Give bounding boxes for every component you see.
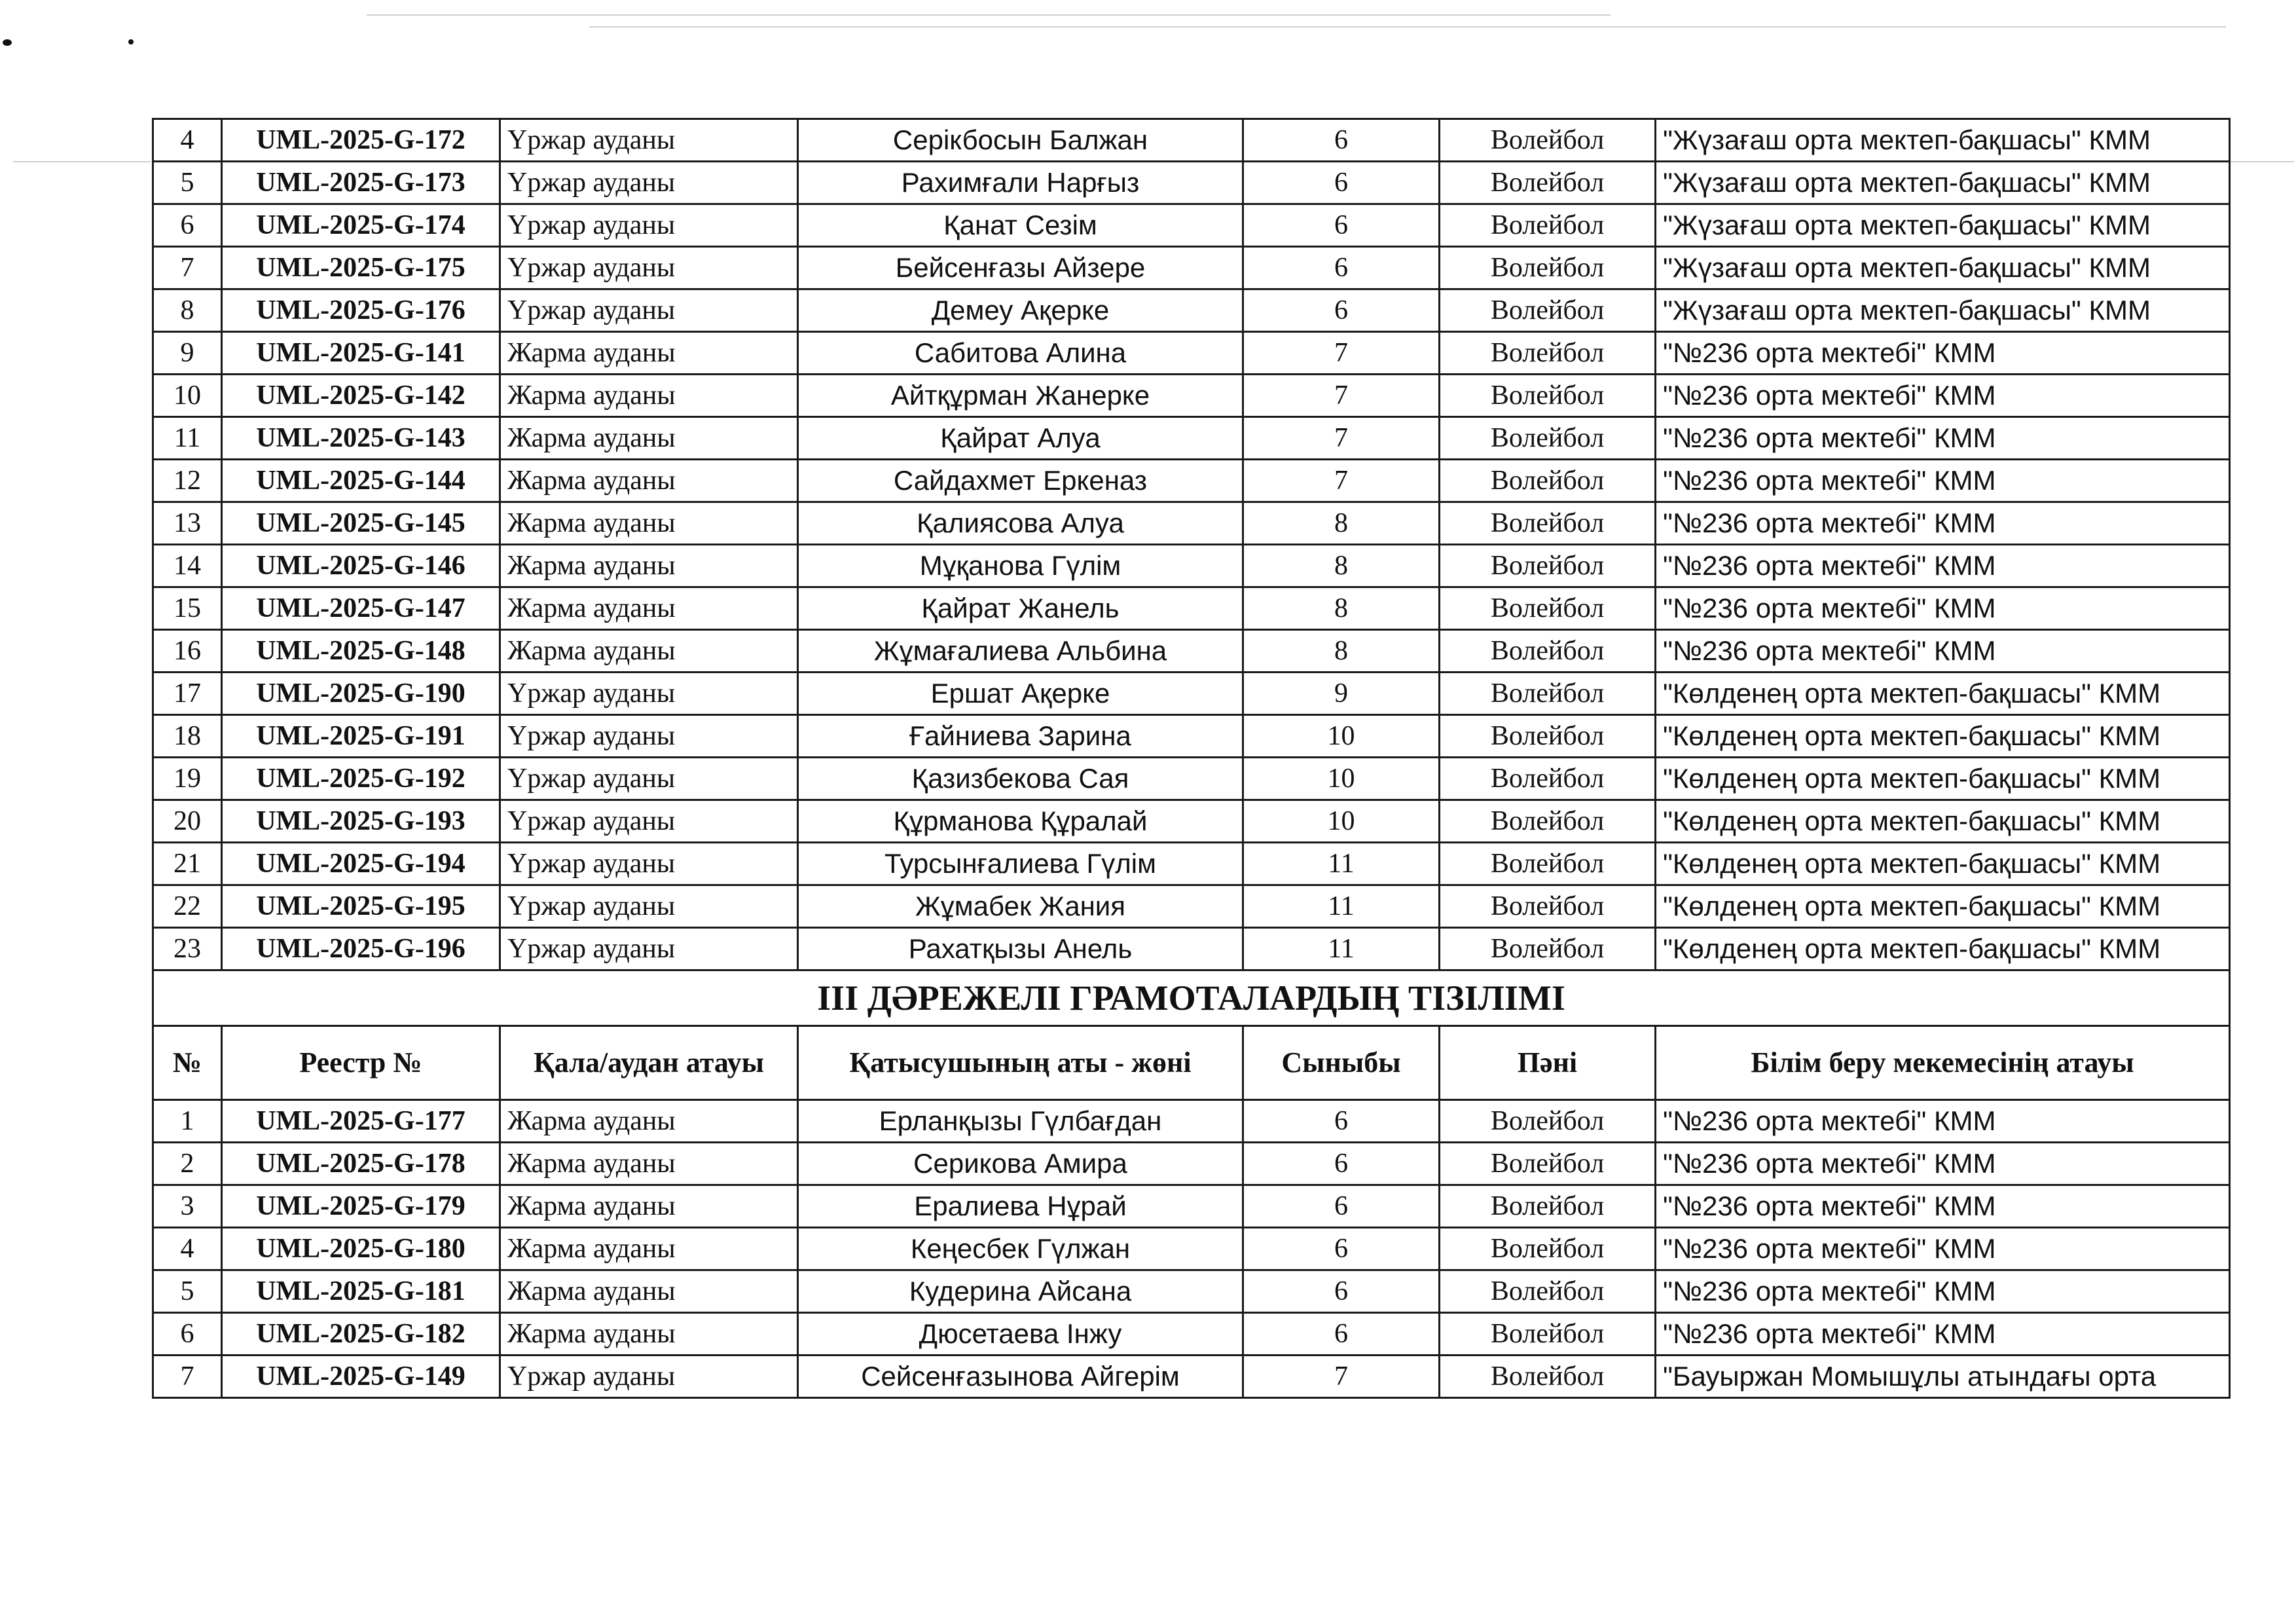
school-name-cell: "№236 орта мектебі" КММ: [1656, 1228, 2230, 1270]
row-number-cell: 12: [153, 460, 222, 502]
school-name-cell: "Көлденең орта мектеп-бақшасы" КММ: [1656, 715, 2230, 758]
table-row: [153, 885, 2230, 928]
table-row: [153, 247, 2230, 289]
grade-cell: 6: [1243, 1143, 1440, 1185]
registry-number-cell: UML-2025-G-196: [222, 928, 500, 970]
section-title: III ДӘРЕЖЕЛІ ГРАМОТАЛАРДЫҢ ТІЗІЛІМІ: [153, 970, 2230, 1026]
district-cell: Жарма ауданы: [500, 1313, 798, 1356]
row-number-cell: 19: [153, 758, 222, 800]
grade-cell: 8: [1243, 587, 1440, 630]
district-cell: Жарма ауданы: [500, 587, 798, 630]
school-name-cell: "Көлденең орта мектеп-бақшасы" КММ: [1656, 758, 2230, 800]
subject-cell: Волейбол: [1440, 885, 1656, 928]
participant-name-cell: Сайдахмет Еркеназ: [798, 460, 1243, 502]
subject-cell: Волейбол: [1440, 1270, 1656, 1313]
grade-cell: 7: [1243, 1356, 1440, 1398]
participant-name-cell: Рахатқызы Анель: [798, 928, 1243, 970]
district-cell: Жарма ауданы: [500, 375, 798, 417]
registry-number-cell: UML-2025-G-148: [222, 630, 500, 673]
table-row: [153, 630, 2230, 673]
participant-name-cell: Дюсетаева Інжу: [798, 1313, 1243, 1356]
table-row: [153, 1270, 2230, 1313]
school-name-cell: "Жүзағаш орта мектеп-бақшасы" КММ: [1656, 119, 2230, 162]
subject-cell: Волейбол: [1440, 630, 1656, 673]
grade-cell: 6: [1243, 162, 1440, 204]
district-cell: Жарма ауданы: [500, 1228, 798, 1270]
subject-cell: Волейбол: [1440, 843, 1656, 885]
subject-cell: Волейбол: [1440, 1185, 1656, 1228]
district-cell: Үржар ауданы: [500, 1356, 798, 1398]
school-name-cell: "№236 орта мектебі" КММ: [1656, 630, 2230, 673]
participant-name-cell: Демеу Ақерке: [798, 289, 1243, 332]
row-number-cell: 23: [153, 928, 222, 970]
school-name-cell: "Көлденең орта мектеп-бақшасы" КММ: [1656, 885, 2230, 928]
table-row: [153, 375, 2230, 417]
table-row: [153, 332, 2230, 375]
school-name-cell: "Жүзағаш орта мектеп-бақшасы" КММ: [1656, 204, 2230, 247]
school-name-cell: "№236 орта мектебі" КММ: [1656, 1313, 2230, 1356]
registry-number-cell: UML-2025-G-194: [222, 843, 500, 885]
participant-name-cell: Серікбосын Балжан: [798, 119, 1243, 162]
grade-cell: 6: [1243, 119, 1440, 162]
row-number-cell: 8: [153, 289, 222, 332]
row-number-cell: 7: [153, 1356, 222, 1398]
table-row: [153, 1185, 2230, 1228]
row-number-cell: 22: [153, 885, 222, 928]
registry-number-cell: UML-2025-G-180: [222, 1228, 500, 1270]
registry-number-cell: UML-2025-G-141: [222, 332, 500, 375]
school-name-cell: "№236 орта мектебі" КММ: [1656, 587, 2230, 630]
participant-name-cell: Құрманова Құралай: [798, 800, 1243, 843]
participant-name-cell: Қазизбекова Сая: [798, 758, 1243, 800]
participant-name-cell: Қанат Сезім: [798, 204, 1243, 247]
school-name-cell: "Жүзағаш орта мектеп-бақшасы" КММ: [1656, 162, 2230, 204]
participant-name-cell: Қайрат Алуа: [798, 417, 1243, 460]
district-cell: Үржар ауданы: [500, 758, 798, 800]
table-row: [153, 1356, 2230, 1398]
table-row: [153, 545, 2230, 587]
row-number-cell: 2: [153, 1143, 222, 1185]
grade-cell: 6: [1243, 247, 1440, 289]
section-title-row: [153, 970, 2230, 1026]
grade-cell: 8: [1243, 502, 1440, 545]
registry-number-cell: UML-2025-G-195: [222, 885, 500, 928]
table-row: [153, 162, 2230, 204]
registry-number-cell: UML-2025-G-174: [222, 204, 500, 247]
registry-number-cell: UML-2025-G-172: [222, 119, 500, 162]
grade-cell: 6: [1243, 1185, 1440, 1228]
row-number-cell: 10: [153, 375, 222, 417]
district-cell: Жарма ауданы: [500, 1270, 798, 1313]
grade-cell: 7: [1243, 417, 1440, 460]
grade-cell: 11: [1243, 885, 1440, 928]
district-cell: Жарма ауданы: [500, 630, 798, 673]
participant-name-cell: Рахимғали Нарғыз: [798, 162, 1243, 204]
school-name-cell: "№236 орта мектебі" КММ: [1656, 332, 2230, 375]
school-name-cell: "№236 орта мектебі" КММ: [1656, 460, 2230, 502]
table-row: [153, 1143, 2230, 1185]
row-number-cell: 6: [153, 1313, 222, 1356]
row-number-cell: 11: [153, 417, 222, 460]
subject-cell: Волейбол: [1440, 119, 1656, 162]
grade-cell: 6: [1243, 1270, 1440, 1313]
table-row: [153, 204, 2230, 247]
subject-cell: Волейбол: [1440, 162, 1656, 204]
participant-name-cell: Ералиева Нұрай: [798, 1185, 1243, 1228]
header-school: Білім беру мекемесінің атауы: [1656, 1026, 2230, 1100]
registry-number-cell: UML-2025-G-181: [222, 1270, 500, 1313]
school-name-cell: "№236 орта мектебі" КММ: [1656, 375, 2230, 417]
subject-cell: Волейбол: [1440, 758, 1656, 800]
header-registry: Реестр №: [222, 1026, 500, 1100]
row-number-cell: 14: [153, 545, 222, 587]
grade-cell: 10: [1243, 758, 1440, 800]
district-cell: Жарма ауданы: [500, 1143, 798, 1185]
school-name-cell: "Бауыржан Момышұлы атындағы орта: [1656, 1356, 2230, 1398]
participant-name-cell: Сабитова Алина: [798, 332, 1243, 375]
table-row: [153, 417, 2230, 460]
registry-number-cell: UML-2025-G-149: [222, 1356, 500, 1398]
table-row: [153, 758, 2230, 800]
grade-cell: 6: [1243, 1313, 1440, 1356]
row-number-cell: 17: [153, 673, 222, 715]
school-name-cell: "№236 орта мектебі" КММ: [1656, 545, 2230, 587]
scan-noise: [2229, 161, 2294, 162]
scan-mark: [128, 39, 134, 45]
district-cell: Үржар ауданы: [500, 715, 798, 758]
row-number-cell: 5: [153, 162, 222, 204]
participant-name-cell: Ерланқызы Гүлбағдан: [798, 1100, 1243, 1143]
row-number-cell: 7: [153, 247, 222, 289]
registry-number-cell: UML-2025-G-191: [222, 715, 500, 758]
grade-cell: 6: [1243, 1100, 1440, 1143]
subject-cell: Волейбол: [1440, 545, 1656, 587]
subject-cell: Волейбол: [1440, 502, 1656, 545]
school-name-cell: "№236 орта мектебі" КММ: [1656, 1100, 2230, 1143]
participant-name-cell: Серикова Амира: [798, 1143, 1243, 1185]
grade-cell: 6: [1243, 1228, 1440, 1270]
participant-name-cell: Айтқұрман Жанерке: [798, 375, 1243, 417]
certificate-registry-table: [152, 118, 2231, 1399]
subject-cell: Волейбол: [1440, 1143, 1656, 1185]
table-row: [153, 800, 2230, 843]
registry-number-cell: UML-2025-G-190: [222, 673, 500, 715]
participant-name-cell: Турсынғалиева Гүлім: [798, 843, 1243, 885]
row-number-cell: 5: [153, 1270, 222, 1313]
district-cell: Жарма ауданы: [500, 417, 798, 460]
participant-name-cell: Мұқанова Гүлім: [798, 545, 1243, 587]
district-cell: Жарма ауданы: [500, 1100, 798, 1143]
school-name-cell: "№236 орта мектебі" КММ: [1656, 417, 2230, 460]
registry-number-cell: UML-2025-G-178: [222, 1143, 500, 1185]
table-row: [153, 1100, 2230, 1143]
row-number-cell: 13: [153, 502, 222, 545]
registry-number-cell: UML-2025-G-147: [222, 587, 500, 630]
district-cell: Жарма ауданы: [500, 460, 798, 502]
table-row: [153, 119, 2230, 162]
row-number-cell: 21: [153, 843, 222, 885]
registry-number-cell: UML-2025-G-173: [222, 162, 500, 204]
participant-name-cell: Сейсенғазынова Айгерім: [798, 1356, 1243, 1398]
table-row: [153, 673, 2230, 715]
row-number-cell: 9: [153, 332, 222, 375]
row-number-cell: 4: [153, 119, 222, 162]
subject-cell: Волейбол: [1440, 673, 1656, 715]
grade-cell: 9: [1243, 673, 1440, 715]
participant-name-cell: Ғайниева Зарина: [798, 715, 1243, 758]
district-cell: Үржар ауданы: [500, 928, 798, 970]
participant-name-cell: Жұмабек Жания: [798, 885, 1243, 928]
participant-name-cell: Жұмағалиева Альбина: [798, 630, 1243, 673]
table-row: [153, 1313, 2230, 1356]
school-name-cell: "Көлденең орта мектеп-бақшасы" КММ: [1656, 928, 2230, 970]
subject-cell: Волейбол: [1440, 1228, 1656, 1270]
subject-cell: Волейбол: [1440, 289, 1656, 332]
subject-cell: Волейбол: [1440, 1100, 1656, 1143]
row-number-cell: 1: [153, 1100, 222, 1143]
district-cell: Үржар ауданы: [500, 247, 798, 289]
school-name-cell: "Көлденең орта мектеп-бақшасы" КММ: [1656, 673, 2230, 715]
grade-cell: 8: [1243, 630, 1440, 673]
registry-number-cell: UML-2025-G-176: [222, 289, 500, 332]
subject-cell: Волейбол: [1440, 460, 1656, 502]
row-number-cell: 18: [153, 715, 222, 758]
registry-number-cell: UML-2025-G-193: [222, 800, 500, 843]
table-row: [153, 1228, 2230, 1270]
scan-mark: [3, 39, 12, 46]
district-cell: Үржар ауданы: [500, 843, 798, 885]
registry-number-cell: UML-2025-G-142: [222, 375, 500, 417]
school-name-cell: "Жүзағаш орта мектеп-бақшасы" КММ: [1656, 289, 2230, 332]
school-name-cell: "№236 орта мектебі" КММ: [1656, 502, 2230, 545]
participant-name-cell: Кеңесбек Гүлжан: [798, 1228, 1243, 1270]
subject-cell: Волейбол: [1440, 247, 1656, 289]
subject-cell: Волейбол: [1440, 1356, 1656, 1398]
grade-cell: 7: [1243, 460, 1440, 502]
grade-cell: 6: [1243, 289, 1440, 332]
participant-name-cell: Қалиясова Алуа: [798, 502, 1243, 545]
grade-cell: 7: [1243, 332, 1440, 375]
participant-name-cell: Кудерина Айсана: [798, 1270, 1243, 1313]
school-name-cell: "№236 орта мектебі" КММ: [1656, 1270, 2230, 1313]
header-row: [153, 1026, 2230, 1100]
registry-number-cell: UML-2025-G-175: [222, 247, 500, 289]
subject-cell: Волейбол: [1440, 715, 1656, 758]
subject-cell: Волейбол: [1440, 332, 1656, 375]
grade-cell: 10: [1243, 800, 1440, 843]
grade-cell: 10: [1243, 715, 1440, 758]
district-cell: Үржар ауданы: [500, 204, 798, 247]
table-row: [153, 502, 2230, 545]
header-number: №: [153, 1026, 222, 1100]
participant-name-cell: Қайрат Жанель: [798, 587, 1243, 630]
district-cell: Үржар ауданы: [500, 119, 798, 162]
district-cell: Үржар ауданы: [500, 885, 798, 928]
table-body-bottom: [153, 1100, 2230, 1398]
grade-cell: 8: [1243, 545, 1440, 587]
header-subject: Пәні: [1440, 1026, 1656, 1100]
scan-noise: [13, 161, 151, 162]
district-cell: Үржар ауданы: [500, 673, 798, 715]
school-name-cell: "Жүзағаш орта мектеп-бақшасы" КММ: [1656, 247, 2230, 289]
registry-number-cell: UML-2025-G-182: [222, 1313, 500, 1356]
registry-number-cell: UML-2025-G-143: [222, 417, 500, 460]
subject-cell: Волейбол: [1440, 375, 1656, 417]
registry-number-cell: UML-2025-G-177: [222, 1100, 500, 1143]
district-cell: Жарма ауданы: [500, 332, 798, 375]
row-number-cell: 15: [153, 587, 222, 630]
grade-cell: 11: [1243, 928, 1440, 970]
registry-number-cell: UML-2025-G-145: [222, 502, 500, 545]
table-row: [153, 843, 2230, 885]
row-number-cell: 3: [153, 1185, 222, 1228]
scan-noise: [367, 14, 1611, 16]
school-name-cell: "№236 орта мектебі" КММ: [1656, 1185, 2230, 1228]
grade-cell: 6: [1243, 204, 1440, 247]
participant-name-cell: Ершат Ақерке: [798, 673, 1243, 715]
district-cell: Жарма ауданы: [500, 545, 798, 587]
table-row: [153, 460, 2230, 502]
school-name-cell: "Көлденең орта мектеп-бақшасы" КММ: [1656, 843, 2230, 885]
scan-noise: [589, 26, 2226, 28]
district-cell: Жарма ауданы: [500, 502, 798, 545]
subject-cell: Волейбол: [1440, 800, 1656, 843]
subject-cell: Волейбол: [1440, 204, 1656, 247]
district-cell: Үржар ауданы: [500, 800, 798, 843]
table-row: [153, 289, 2230, 332]
district-cell: Үржар ауданы: [500, 289, 798, 332]
row-number-cell: 4: [153, 1228, 222, 1270]
subject-cell: Волейбол: [1440, 587, 1656, 630]
registry-number-cell: UML-2025-G-192: [222, 758, 500, 800]
district-cell: Үржар ауданы: [500, 162, 798, 204]
subject-cell: Волейбол: [1440, 417, 1656, 460]
row-number-cell: 16: [153, 630, 222, 673]
header-grade: Сыныбы: [1243, 1026, 1440, 1100]
row-number-cell: 6: [153, 204, 222, 247]
table-row: [153, 928, 2230, 970]
table-body-top: [153, 119, 2230, 970]
table-row: [153, 587, 2230, 630]
header-name: Қатысушының аты - жөні: [798, 1026, 1243, 1100]
registry-number-cell: UML-2025-G-144: [222, 460, 500, 502]
grade-cell: 11: [1243, 843, 1440, 885]
table-section-3: [153, 970, 2230, 1100]
school-name-cell: "Көлденең орта мектеп-бақшасы" КММ: [1656, 800, 2230, 843]
grade-cell: 7: [1243, 375, 1440, 417]
subject-cell: Волейбол: [1440, 928, 1656, 970]
row-number-cell: 20: [153, 800, 222, 843]
table-row: [153, 715, 2230, 758]
registry-number-cell: UML-2025-G-179: [222, 1185, 500, 1228]
participant-name-cell: Бейсенғазы Айзере: [798, 247, 1243, 289]
school-name-cell: "№236 орта мектебі" КММ: [1656, 1143, 2230, 1185]
header-area: Қала/аудан атауы: [500, 1026, 798, 1100]
registry-number-cell: UML-2025-G-146: [222, 545, 500, 587]
district-cell: Жарма ауданы: [500, 1185, 798, 1228]
subject-cell: Волейбол: [1440, 1313, 1656, 1356]
